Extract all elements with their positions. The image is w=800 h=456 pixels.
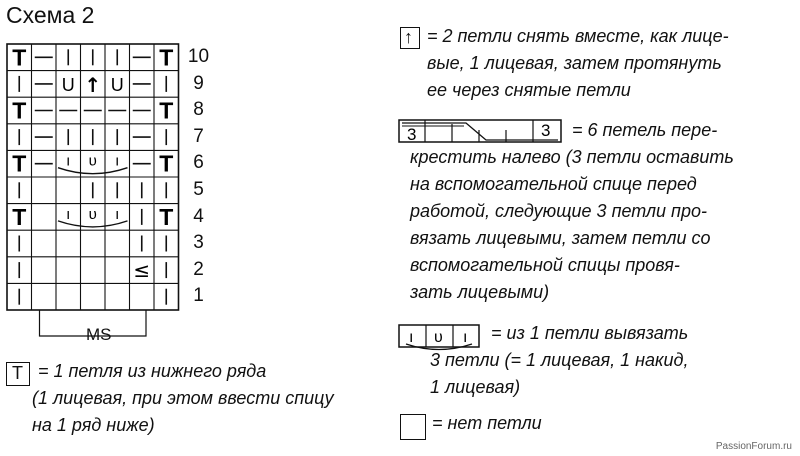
row-number: 1 xyxy=(193,285,204,307)
increase-group-row6-symbol: υ xyxy=(88,152,97,170)
legend-line: = 1 петля из нижнего ряда xyxy=(38,361,267,381)
legend-line: крестить налево (3 петли оставить xyxy=(410,147,734,167)
cell-symbol-t: T xyxy=(12,150,27,177)
cell-symbol-yarnover: U xyxy=(61,74,75,95)
legend-line: на вспомогательной спице перед xyxy=(410,174,697,194)
cable-right-number: 3 xyxy=(541,121,551,140)
row-number: 8 xyxy=(193,99,204,121)
legend-line: (1 лицевая, при этом ввести спицу xyxy=(32,388,334,408)
t-stitch-description xyxy=(32,385,334,439)
cable-symbol xyxy=(398,118,568,146)
t-stitch-symbol xyxy=(6,362,30,386)
cell-symbol-t: T xyxy=(12,203,27,230)
increase-sym-1: ı xyxy=(409,329,414,346)
repeat-label: MS xyxy=(86,325,112,344)
legend-line: ее через снятые петли xyxy=(427,80,631,100)
cell-symbol-t: T xyxy=(159,150,174,177)
legend-line: = 2 петли снять вместе, как лице- xyxy=(427,26,729,46)
up-arrow-description xyxy=(427,23,729,104)
increase-group-row6-symbol: ı xyxy=(66,152,71,170)
row-number: 2 xyxy=(193,258,204,280)
t-stitch-description-first xyxy=(38,358,266,385)
cell-symbol-up-arrow: ↑ xyxy=(84,72,102,97)
row-number: 7 xyxy=(193,125,204,147)
t-stitch-icon: T xyxy=(12,363,23,383)
up-arrow-symbol xyxy=(400,27,420,49)
legend-line: вые, 1 лицевая, затем протянуть xyxy=(427,53,722,73)
watermark: PassionForum.ru xyxy=(715,441,792,452)
row-number: 6 xyxy=(193,152,204,174)
cable-description xyxy=(410,144,734,306)
no-stitch-description xyxy=(432,410,542,437)
increase-description-first xyxy=(491,320,688,347)
legend-line: вспомогательной спицы провя- xyxy=(410,255,680,275)
row-number: 3 xyxy=(193,232,204,254)
legend-line: = из 1 петли вывязать xyxy=(491,323,689,343)
legend-line: 3 петли (= 1 лицевая, 1 накид, xyxy=(430,350,689,370)
increase-sym-2: υ xyxy=(434,329,443,346)
cell-symbol-t: T xyxy=(12,44,27,71)
row-number: 5 xyxy=(193,179,204,200)
increase-group-row4-symbol: ı xyxy=(66,205,71,223)
increase-group-row4-symbol: υ xyxy=(88,205,97,223)
legend-line: = 6 петель пере- xyxy=(572,120,718,140)
cable-left-number: 3 xyxy=(407,125,417,144)
no-stitch-symbol xyxy=(400,414,426,440)
chart-title: Схема 2 xyxy=(6,2,95,28)
legend-line: 1 лицевая) xyxy=(430,377,521,397)
cable-description-first xyxy=(572,117,717,144)
cell-symbol-t: T xyxy=(159,97,174,124)
up-arrow-icon: ↑ xyxy=(404,27,413,47)
legend-line: работой, следующие 3 петли про- xyxy=(410,201,707,221)
increase-description xyxy=(430,347,689,401)
row-number: 9 xyxy=(193,72,204,94)
increase-group-row6-symbol: ı xyxy=(115,152,120,170)
row-number: 10 xyxy=(187,46,210,67)
legend-line: зать лицевыми) xyxy=(410,282,550,302)
legend-line: на 1 ряд ниже) xyxy=(32,415,155,435)
cell-symbol-t: T xyxy=(159,203,174,230)
legend-line: = нет петли xyxy=(432,413,542,433)
cell-symbol-t: T xyxy=(159,44,174,71)
row-number: 4 xyxy=(193,205,204,227)
cell-symbol-t: T xyxy=(12,97,27,124)
cell-symbol-yarnover: U xyxy=(110,74,124,95)
increase-group-row4-symbol: ı xyxy=(115,205,120,223)
cell-symbol-decrease: ≤ xyxy=(133,258,151,283)
legend-line: вязать лицевыми, затем петли со xyxy=(410,228,711,248)
increase-sym-3: ı xyxy=(463,329,468,346)
